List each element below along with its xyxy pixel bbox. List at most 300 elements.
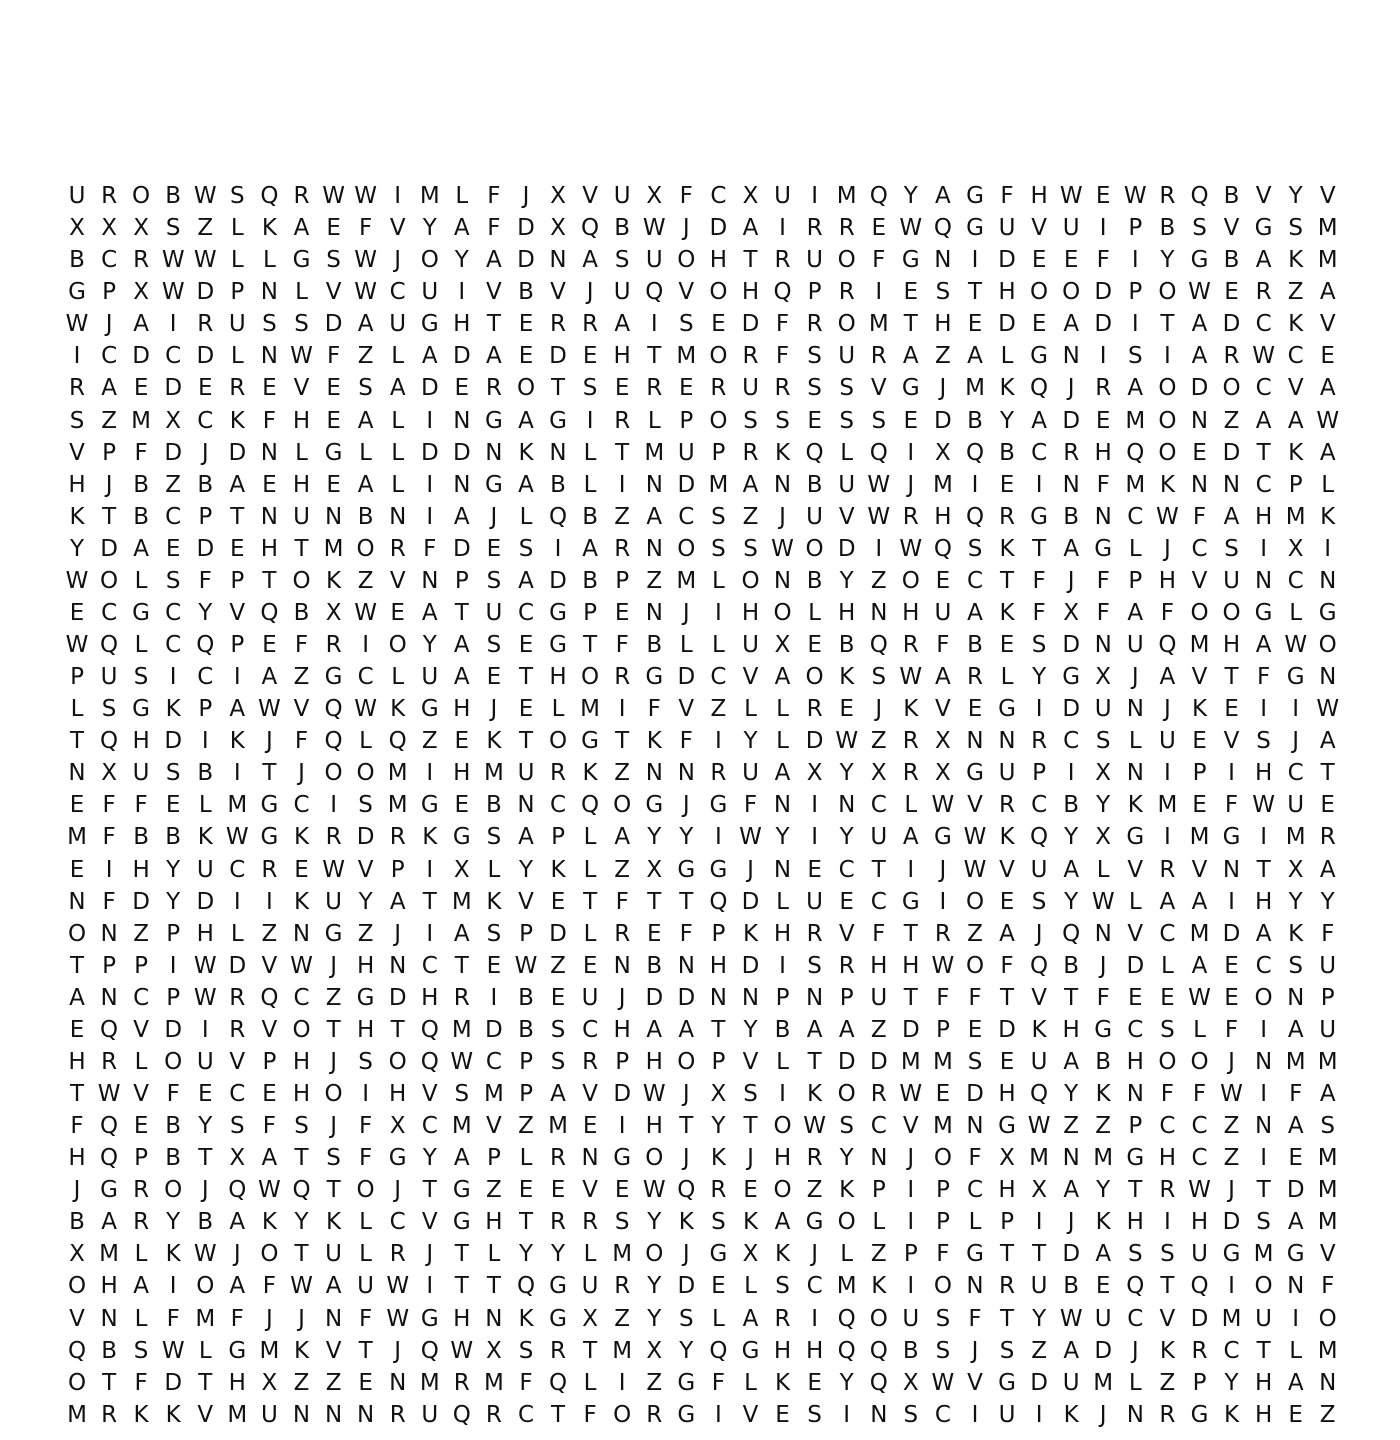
- grid-letter[interactable]: P: [198, 696, 213, 723]
- grid-letter[interactable]: I: [233, 664, 241, 690]
- grid-letter[interactable]: B: [69, 1209, 85, 1236]
- grid-letter[interactable]: Z: [1159, 1369, 1176, 1396]
- grid-letter[interactable]: E: [935, 567, 951, 594]
- grid-letter[interactable]: W: [1188, 984, 1211, 1011]
- grid-letter[interactable]: P: [454, 567, 469, 594]
- grid-letter[interactable]: B: [967, 632, 983, 658]
- grid-letter[interactable]: G: [324, 920, 343, 947]
- grid-letter[interactable]: Y: [647, 1305, 662, 1332]
- grid-letter[interactable]: L: [1289, 1337, 1303, 1364]
- grid-letter[interactable]: M: [1093, 1369, 1114, 1396]
- grid-letter[interactable]: Y: [198, 1113, 213, 1139]
- grid-letter[interactable]: Q: [420, 1048, 439, 1075]
- grid-letter[interactable]: Q: [869, 439, 888, 466]
- grid-letter[interactable]: P: [807, 279, 822, 306]
- grid-letter[interactable]: A: [486, 343, 502, 370]
- grid-letter[interactable]: I: [426, 471, 434, 498]
- grid-letter[interactable]: D: [1222, 311, 1241, 338]
- grid-letter[interactable]: T: [583, 632, 598, 658]
- grid-letter[interactable]: Q: [324, 728, 343, 755]
- grid-letter[interactable]: N: [292, 920, 311, 947]
- grid-letter[interactable]: Y: [1160, 247, 1175, 274]
- grid-letter[interactable]: C: [934, 1401, 951, 1428]
- grid-letter[interactable]: P: [519, 1048, 533, 1075]
- grid-letter[interactable]: N: [549, 439, 567, 466]
- grid-letter[interactable]: T: [583, 1337, 598, 1364]
- grid-letter[interactable]: T: [647, 343, 662, 370]
- grid-letter[interactable]: G: [1094, 1016, 1113, 1043]
- grid-letter[interactable]: N: [1190, 407, 1209, 434]
- grid-letter[interactable]: G: [132, 599, 150, 626]
- grid-letter[interactable]: G: [1222, 1241, 1241, 1268]
- grid-letter[interactable]: G: [549, 1305, 567, 1332]
- grid-letter[interactable]: F: [1032, 567, 1046, 594]
- grid-letter[interactable]: A: [389, 888, 406, 915]
- grid-letter[interactable]: D: [324, 311, 343, 338]
- grid-letter[interactable]: I: [1067, 760, 1075, 787]
- grid-letter[interactable]: N: [1319, 1369, 1337, 1396]
- grid-letter[interactable]: A: [453, 632, 470, 658]
- grid-letter[interactable]: N: [773, 471, 792, 498]
- grid-letter[interactable]: W: [97, 1081, 121, 1107]
- grid-letter[interactable]: Q: [1030, 824, 1049, 851]
- grid-letter[interactable]: A: [1127, 375, 1144, 402]
- grid-letter[interactable]: R: [838, 215, 855, 242]
- grid-letter[interactable]: M: [259, 1337, 280, 1364]
- grid-letter[interactable]: S: [550, 1016, 566, 1043]
- grid-letter[interactable]: T: [903, 920, 918, 947]
- grid-letter[interactable]: B: [518, 984, 534, 1011]
- grid-letter[interactable]: L: [776, 728, 789, 755]
- grid-letter[interactable]: Z: [165, 471, 182, 498]
- grid-letter[interactable]: Q: [581, 792, 600, 819]
- grid-letter[interactable]: K: [165, 1401, 181, 1428]
- grid-letter[interactable]: W: [322, 856, 345, 883]
- grid-letter[interactable]: O: [67, 920, 87, 947]
- grid-letter[interactable]: H: [68, 1048, 86, 1075]
- grid-letter[interactable]: N: [100, 920, 118, 947]
- grid-letter[interactable]: I: [1324, 535, 1332, 562]
- grid-letter[interactable]: G: [324, 439, 343, 466]
- grid-letter[interactable]: O: [548, 728, 568, 755]
- grid-letter[interactable]: E: [294, 856, 309, 883]
- grid-letter[interactable]: U: [998, 760, 1016, 787]
- grid-letter[interactable]: R: [389, 535, 406, 562]
- grid-letter[interactable]: E: [69, 856, 85, 883]
- grid-letter[interactable]: J: [1163, 696, 1171, 723]
- grid-letter[interactable]: D: [805, 728, 824, 755]
- grid-letter[interactable]: V: [486, 279, 502, 306]
- grid-letter[interactable]: O: [1030, 279, 1049, 306]
- grid-letter[interactable]: K: [293, 1337, 310, 1364]
- grid-letter[interactable]: G: [581, 728, 599, 755]
- grid-letter[interactable]: O: [837, 311, 856, 338]
- grid-letter[interactable]: W: [193, 183, 217, 209]
- grid-letter[interactable]: T: [390, 1016, 405, 1043]
- grid-letter[interactable]: N: [1126, 1401, 1144, 1428]
- grid-letter[interactable]: F: [358, 1113, 373, 1139]
- grid-letter[interactable]: B: [1223, 183, 1240, 209]
- grid-letter[interactable]: I: [169, 664, 177, 690]
- grid-letter[interactable]: Y: [679, 824, 694, 851]
- grid-letter[interactable]: K: [903, 696, 919, 723]
- grid-letter[interactable]: R: [646, 1401, 663, 1428]
- grid-letter[interactable]: U: [228, 311, 246, 338]
- grid-letter[interactable]: W: [65, 567, 89, 594]
- grid-letter[interactable]: M: [932, 1048, 953, 1075]
- grid-letter[interactable]: E: [486, 535, 502, 562]
- grid-letter[interactable]: P: [775, 984, 790, 1011]
- grid-letter[interactable]: W: [1188, 279, 1211, 306]
- grid-letter[interactable]: Z: [1319, 1401, 1336, 1428]
- grid-letter[interactable]: Z: [325, 984, 342, 1011]
- grid-letter[interactable]: A: [325, 1273, 342, 1300]
- grid-letter[interactable]: S: [807, 1401, 822, 1428]
- grid-letter[interactable]: F: [1096, 984, 1110, 1011]
- grid-letter[interactable]: K: [1127, 792, 1143, 819]
- grid-letter[interactable]: E: [807, 856, 822, 883]
- grid-letter[interactable]: A: [1319, 728, 1336, 755]
- grid-letter[interactable]: G: [645, 664, 664, 690]
- grid-letter[interactable]: O: [1254, 984, 1273, 1011]
- grid-letter[interactable]: X: [69, 215, 85, 242]
- grid-letter[interactable]: E: [1224, 696, 1239, 723]
- grid-letter[interactable]: E: [326, 215, 341, 242]
- grid-letter[interactable]: S: [743, 407, 758, 434]
- grid-letter[interactable]: G: [966, 183, 984, 209]
- grid-letter[interactable]: Y: [903, 183, 918, 209]
- grid-letter[interactable]: V: [518, 888, 534, 915]
- grid-letter[interactable]: D: [164, 728, 183, 755]
- grid-letter[interactable]: I: [1035, 1209, 1043, 1236]
- grid-letter[interactable]: A: [774, 1209, 791, 1236]
- grid-letter[interactable]: T: [486, 1273, 501, 1300]
- grid-letter[interactable]: L: [391, 664, 405, 690]
- grid-letter[interactable]: D: [1222, 439, 1241, 466]
- grid-letter[interactable]: I: [811, 792, 818, 819]
- grid-letter[interactable]: P: [1128, 1113, 1143, 1139]
- grid-letter[interactable]: O: [1254, 1273, 1273, 1300]
- grid-letter[interactable]: L: [262, 247, 276, 274]
- grid-letter[interactable]: S: [133, 1337, 149, 1364]
- grid-letter[interactable]: D: [837, 535, 856, 562]
- grid-letter[interactable]: B: [165, 183, 182, 209]
- grid-letter[interactable]: Q: [1062, 920, 1081, 947]
- grid-letter[interactable]: O: [1158, 1048, 1177, 1075]
- grid-letter[interactable]: Z: [1223, 1145, 1240, 1172]
- grid-letter[interactable]: R: [806, 920, 823, 947]
- grid-letter[interactable]: C: [101, 599, 118, 626]
- grid-letter[interactable]: L: [968, 1209, 982, 1236]
- grid-letter[interactable]: A: [1063, 1337, 1080, 1364]
- grid-letter[interactable]: A: [1191, 343, 1208, 370]
- grid-letter[interactable]: K: [550, 856, 566, 883]
- grid-letter[interactable]: G: [1286, 1241, 1305, 1268]
- grid-letter[interactable]: G: [677, 1401, 696, 1428]
- grid-letter[interactable]: H: [645, 1048, 663, 1075]
- grid-letter[interactable]: J: [1131, 1337, 1139, 1364]
- grid-letter[interactable]: M: [676, 343, 697, 370]
- grid-letter[interactable]: S: [518, 535, 534, 562]
- grid-letter[interactable]: K: [390, 696, 406, 723]
- grid-letter[interactable]: T: [486, 311, 501, 338]
- grid-letter[interactable]: K: [326, 1209, 342, 1236]
- grid-letter[interactable]: R: [229, 1016, 246, 1043]
- grid-letter[interactable]: I: [618, 1369, 626, 1396]
- grid-letter[interactable]: N: [645, 760, 663, 787]
- grid-letter[interactable]: T: [198, 1369, 213, 1396]
- grid-letter[interactable]: C: [1159, 1113, 1176, 1139]
- grid-letter[interactable]: P: [1000, 1209, 1014, 1236]
- grid-letter[interactable]: N: [1126, 696, 1144, 723]
- grid-letter[interactable]: W: [290, 1273, 313, 1300]
- grid-letter[interactable]: U: [806, 888, 824, 915]
- grid-letter[interactable]: Z: [197, 215, 214, 242]
- grid-letter[interactable]: D: [196, 279, 215, 306]
- grid-letter[interactable]: F: [1000, 952, 1014, 979]
- grid-letter[interactable]: K: [165, 1241, 181, 1268]
- grid-letter[interactable]: L: [1193, 1016, 1206, 1043]
- grid-letter[interactable]: M: [387, 792, 408, 819]
- grid-letter[interactable]: F: [358, 1145, 373, 1172]
- grid-letter[interactable]: N: [389, 503, 407, 530]
- grid-letter[interactable]: J: [682, 1241, 690, 1268]
- grid-letter[interactable]: A: [1319, 856, 1336, 883]
- grid-letter[interactable]: T: [999, 1305, 1015, 1332]
- grid-letter[interactable]: W: [1252, 343, 1275, 370]
- grid-letter[interactable]: B: [197, 471, 214, 498]
- grid-letter[interactable]: U: [293, 503, 310, 530]
- grid-letter[interactable]: K: [1095, 1209, 1111, 1236]
- grid-letter[interactable]: E: [486, 664, 502, 690]
- grid-letter[interactable]: U: [1319, 952, 1337, 979]
- grid-letter[interactable]: Q: [645, 279, 664, 306]
- grid-letter[interactable]: T: [1032, 535, 1047, 562]
- grid-letter[interactable]: N: [709, 984, 727, 1011]
- grid-letter[interactable]: H: [453, 696, 471, 723]
- grid-letter[interactable]: X: [582, 1305, 598, 1332]
- grid-letter[interactable]: Y: [1032, 664, 1047, 690]
- grid-letter[interactable]: W: [65, 632, 89, 658]
- grid-letter[interactable]: L: [583, 439, 597, 466]
- grid-letter[interactable]: X: [101, 215, 117, 242]
- grid-letter[interactable]: F: [647, 696, 661, 723]
- grid-letter[interactable]: A: [1287, 1369, 1304, 1396]
- grid-letter[interactable]: S: [967, 535, 983, 562]
- grid-letter[interactable]: R: [1159, 1177, 1176, 1204]
- grid-letter[interactable]: X: [902, 1369, 919, 1396]
- grid-letter[interactable]: H: [292, 407, 311, 434]
- grid-letter[interactable]: B: [197, 1209, 214, 1236]
- grid-letter[interactable]: W: [931, 1369, 955, 1396]
- grid-letter[interactable]: Y: [743, 1016, 758, 1043]
- grid-letter[interactable]: A: [1319, 439, 1336, 466]
- grid-letter[interactable]: A: [486, 247, 502, 274]
- grid-letter[interactable]: X: [935, 728, 951, 755]
- grid-letter[interactable]: P: [230, 279, 245, 306]
- grid-letter[interactable]: M: [1189, 824, 1210, 851]
- grid-letter[interactable]: L: [1000, 664, 1014, 690]
- grid-letter[interactable]: W: [1252, 792, 1275, 819]
- grid-letter[interactable]: T: [711, 1016, 726, 1043]
- grid-letter[interactable]: D: [164, 1369, 183, 1396]
- grid-letter[interactable]: C: [421, 952, 438, 979]
- grid-letter[interactable]: Q: [100, 728, 119, 755]
- grid-letter[interactable]: C: [517, 599, 535, 626]
- grid-letter[interactable]: U: [774, 183, 791, 209]
- grid-letter[interactable]: X: [165, 407, 182, 434]
- grid-letter[interactable]: W: [642, 215, 666, 242]
- grid-letter[interactable]: D: [196, 535, 215, 562]
- grid-letter[interactable]: D: [517, 247, 535, 274]
- grid-letter[interactable]: O: [100, 567, 119, 594]
- grid-letter[interactable]: D: [452, 343, 471, 370]
- grid-letter[interactable]: U: [581, 984, 599, 1011]
- grid-letter[interactable]: J: [939, 856, 947, 883]
- grid-letter[interactable]: L: [1128, 728, 1142, 755]
- grid-letter[interactable]: Z: [646, 567, 663, 594]
- grid-letter[interactable]: D: [1286, 1177, 1305, 1204]
- grid-letter[interactable]: O: [613, 792, 632, 819]
- grid-letter[interactable]: Q: [869, 183, 888, 209]
- grid-letter[interactable]: D: [1030, 1369, 1048, 1396]
- grid-letter[interactable]: E: [1031, 247, 1047, 274]
- grid-letter[interactable]: L: [198, 792, 212, 819]
- grid-letter[interactable]: C: [389, 279, 406, 306]
- grid-letter[interactable]: P: [839, 984, 854, 1011]
- grid-letter[interactable]: E: [1095, 1273, 1111, 1300]
- grid-letter[interactable]: U: [325, 888, 343, 915]
- grid-letter[interactable]: Q: [869, 632, 888, 658]
- grid-letter[interactable]: X: [774, 632, 791, 658]
- grid-letter[interactable]: G: [388, 1145, 407, 1172]
- grid-letter[interactable]: U: [325, 1241, 343, 1268]
- grid-letter[interactable]: J: [1228, 1048, 1235, 1075]
- grid-letter[interactable]: R: [485, 1401, 502, 1428]
- grid-letter[interactable]: E: [839, 696, 854, 723]
- grid-letter[interactable]: G: [260, 824, 279, 851]
- grid-letter[interactable]: G: [420, 792, 439, 819]
- grid-letter[interactable]: R: [710, 760, 727, 787]
- grid-letter[interactable]: S: [678, 311, 694, 338]
- grid-letter[interactable]: L: [359, 1209, 372, 1236]
- grid-letter[interactable]: V: [389, 567, 406, 594]
- grid-letter[interactable]: O: [1190, 1048, 1209, 1075]
- grid-letter[interactable]: B: [133, 503, 149, 530]
- grid-letter[interactable]: H: [292, 1048, 311, 1075]
- grid-letter[interactable]: V: [1159, 1305, 1176, 1332]
- grid-letter[interactable]: G: [292, 247, 311, 274]
- grid-letter[interactable]: M: [1125, 407, 1146, 434]
- grid-letter[interactable]: I: [1228, 1273, 1235, 1300]
- grid-letter[interactable]: V: [1319, 183, 1336, 209]
- grid-letter[interactable]: I: [811, 824, 818, 851]
- grid-letter[interactable]: I: [618, 471, 626, 498]
- grid-letter[interactable]: R: [614, 664, 631, 690]
- grid-letter[interactable]: Z: [550, 952, 566, 979]
- grid-letter[interactable]: U: [677, 439, 695, 466]
- grid-letter[interactable]: S: [326, 1145, 341, 1172]
- grid-letter[interactable]: W: [354, 599, 377, 626]
- grid-letter[interactable]: U: [421, 279, 439, 306]
- grid-letter[interactable]: F: [679, 920, 693, 947]
- grid-letter[interactable]: I: [1163, 1209, 1171, 1236]
- grid-letter[interactable]: B: [165, 1145, 182, 1172]
- grid-letter[interactable]: P: [230, 567, 245, 594]
- grid-letter[interactable]: P: [166, 984, 181, 1011]
- grid-letter[interactable]: U: [1094, 1305, 1112, 1332]
- grid-letter[interactable]: V: [1127, 856, 1144, 883]
- grid-letter[interactable]: E: [679, 375, 694, 402]
- grid-letter[interactable]: D: [1190, 1305, 1209, 1332]
- grid-letter[interactable]: P: [871, 1177, 886, 1204]
- grid-letter[interactable]: I: [426, 920, 434, 947]
- grid-letter[interactable]: P: [486, 1145, 501, 1172]
- grid-letter[interactable]: F: [423, 535, 437, 562]
- grid-letter[interactable]: F: [1160, 599, 1174, 626]
- grid-letter[interactable]: I: [1260, 696, 1267, 723]
- grid-letter[interactable]: K: [839, 664, 855, 690]
- grid-letter[interactable]: V: [133, 1081, 149, 1107]
- grid-letter[interactable]: G: [356, 984, 375, 1011]
- grid-letter[interactable]: S: [1224, 535, 1239, 562]
- grid-letter[interactable]: O: [933, 1145, 952, 1172]
- grid-letter[interactable]: F: [1160, 1081, 1174, 1107]
- grid-letter[interactable]: A: [999, 920, 1015, 947]
- grid-letter[interactable]: Y: [1096, 792, 1111, 819]
- grid-letter[interactable]: C: [1127, 503, 1144, 530]
- grid-letter[interactable]: Q: [100, 1113, 119, 1139]
- grid-letter[interactable]: R: [453, 984, 470, 1011]
- grid-letter[interactable]: H: [228, 1369, 246, 1396]
- grid-letter[interactable]: J: [907, 471, 915, 498]
- grid-letter[interactable]: F: [1096, 599, 1110, 626]
- grid-letter[interactable]: S: [582, 375, 598, 402]
- grid-letter[interactable]: I: [201, 1016, 209, 1043]
- grid-letter[interactable]: H: [870, 952, 888, 979]
- grid-letter[interactable]: J: [875, 696, 883, 723]
- grid-letter[interactable]: B: [614, 215, 631, 242]
- grid-letter[interactable]: Q: [100, 632, 119, 658]
- grid-letter[interactable]: M: [708, 471, 729, 498]
- grid-letter[interactable]: E: [262, 1081, 277, 1107]
- grid-letter[interactable]: P: [166, 920, 181, 947]
- grid-letter[interactable]: G: [677, 856, 696, 883]
- grid-letter[interactable]: I: [650, 311, 658, 338]
- grid-letter[interactable]: L: [391, 407, 405, 434]
- grid-letter[interactable]: G: [998, 696, 1016, 723]
- grid-letter[interactable]: K: [742, 920, 759, 947]
- grid-letter[interactable]: E: [807, 1369, 822, 1396]
- grid-letter[interactable]: Z: [646, 1369, 663, 1396]
- grid-letter[interactable]: H: [613, 1016, 631, 1043]
- grid-letter[interactable]: R: [710, 375, 727, 402]
- grid-letter[interactable]: F: [679, 183, 693, 209]
- grid-letter[interactable]: O: [837, 247, 856, 274]
- grid-letter[interactable]: F: [936, 1241, 950, 1268]
- grid-letter[interactable]: A: [229, 1273, 246, 1300]
- grid-letter[interactable]: R: [902, 503, 919, 530]
- grid-letter[interactable]: N: [389, 952, 407, 979]
- grid-letter[interactable]: I: [907, 1209, 915, 1236]
- grid-letter[interactable]: O: [356, 760, 375, 787]
- grid-letter[interactable]: M: [836, 183, 857, 209]
- grid-letter[interactable]: R: [902, 632, 919, 658]
- grid-letter[interactable]: T: [743, 247, 758, 274]
- grid-letter[interactable]: F: [1032, 599, 1046, 626]
- grid-letter[interactable]: J: [1228, 1177, 1235, 1204]
- grid-letter[interactable]: G: [228, 1337, 247, 1364]
